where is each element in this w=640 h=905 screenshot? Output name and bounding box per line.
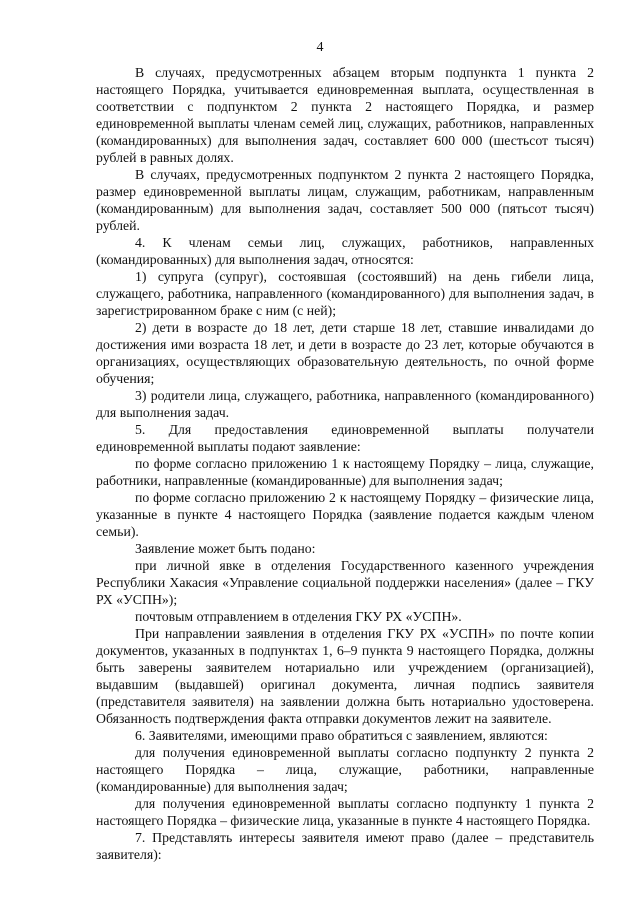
paragraph: В случаях, предусмотренных подпунктом 2 пункта 2 настоящего Порядка, размер единовременной выплаты лицам, служащим, работникам, направленным (командированным) для выполнения задач, составляет 500 000 (пятьсот тысяч) рублей. [96,167,594,233]
paragraph: 3) родители лица, служащего, работника, направленного (командированного) для выполнения задач. [96,388,594,420]
paragraph: При направлении заявления в отделения ГКУ РХ «УСПН» по почте копии документов, указанных в подпунктах 1, 6–9 пункта 9 настоящего Порядка, должны быть заверены заявителем нотариально или учреждением (организацией), выдавшим (выдавшей) оригинал документа, личная подпись заявителя (представителя заявителя) на заявлении должна быть нотариально удостоверена. Обязанность подтверждения факта отправки документов лежит на заявителе. [96,626,594,726]
paragraph: по форме согласно приложению 1 к настоящему Порядку – лица, служащие, работники, направленные (командированные) для выполнения задач; [96,456,594,488]
paragraph: по форме согласно приложению 2 к настоящему Порядку – физические лица, указанные в пункте 4 настоящего Порядка (заявление подается каждым членом семьи). [96,490,594,539]
paragraph: 4. К членам семьи лиц, служащих, работников, направленных (командированных) для выполнения задач, относятся: [96,235,594,267]
paragraph: для получения единовременной выплаты согласно подпункту 2 пункта 2 настоящего Порядка – лица, служащие, работники, направленные (командированные) для выполнения задач; [96,745,594,794]
paragraph: почтовым отправлением в отделения ГКУ РХ «УСПН». [135,609,462,624]
paragraph: 5. Для предоставления единовременной выплаты получатели единовременной выплаты подают заявление: [96,422,594,454]
paragraph: 2) дети в возрасте до 18 лет, дети старше 18 лет, ставшие инвалидами до достижения ими возраста 18 лет, и дети в возрасте до 23 лет, которые обучаются в организациях, осуществляющих образовательную деятельность, по очной форме обучения; [96,320,594,386]
paragraph: В случаях, предусмотренных абзацем вторым подпункта 1 пункта 2 настоящего Порядка, учитывается единовременная выплата, осуществленная в соответствии с подпунктом 2 пункта 2 настоящего Порядка, и размер единовременной выплаты членам семей лиц, служащих, работников, направленных (командированных) для выполнения задач, составляет 600 000 (шестьсот тысяч) рублей в равных долях. [96,65,594,165]
paragraph: при личной явке в отделения Государственного казенного учреждения Республики Хакасия «Управление социальной поддержки населения» (далее – ГКУ РХ «УСПН»); [96,558,594,607]
paragraph: 6. Заявителями, имеющими право обратиться с заявлением, являются: [135,728,548,743]
paragraph: Заявление может быть подано: [135,541,316,556]
paragraph: для получения единовременной выплаты согласно подпункту 1 пункта 2 настоящего Порядка – физические лица, указанные в пункте 4 настоящего Порядка. [96,796,594,828]
page-number: 4 [316,40,324,55]
paragraph: 7. Представлять интересы заявителя имеют право (далее – представитель заявителя): [96,830,594,862]
document-body [96,64,594,863]
paragraph: 1) супруга (супруг), состоявшая (состоявший) на день гибели лица, служащего, работника, направленного (командированного) для выполнения задач, в зарегистрированном браке с ним (с ней); [96,269,594,318]
